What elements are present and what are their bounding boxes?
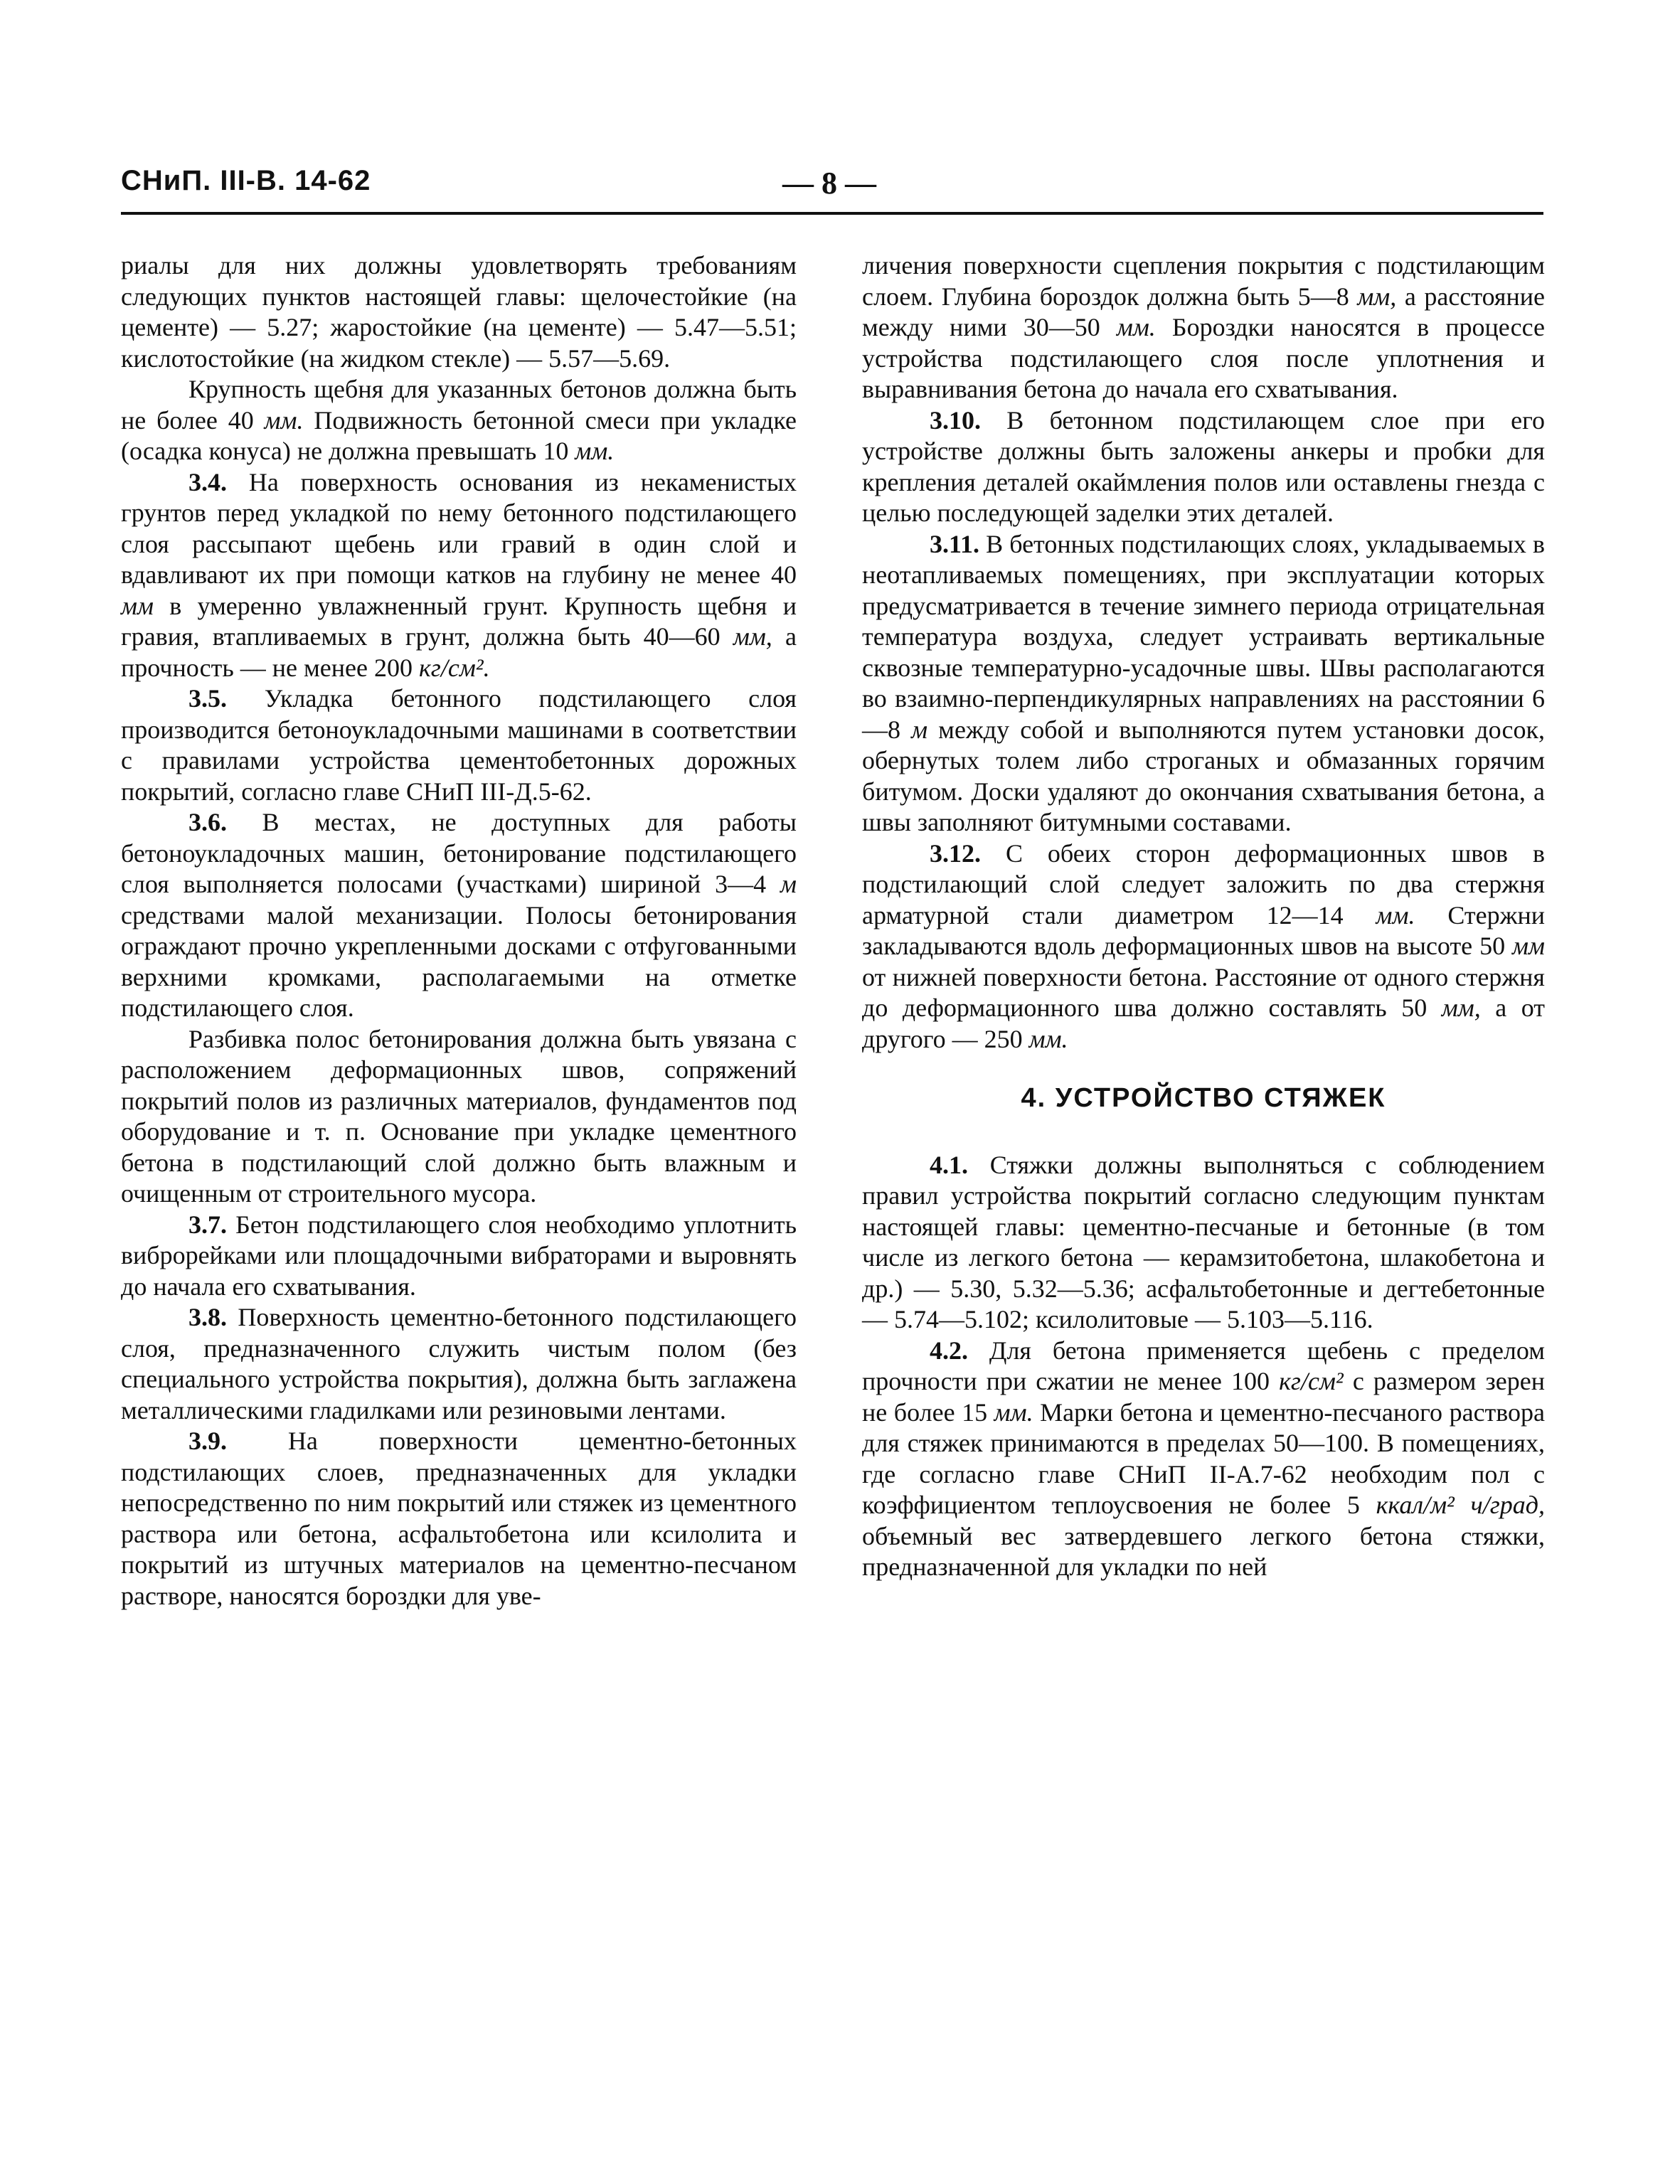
clause-number: 3.4.: [188, 467, 227, 496]
clause-4-1: 4.1. Стяжки должны выполняться с соблюдением правил устройства покрытий согласно следующим пунктам настоящей главы: цементно-песчаные и бетонные (в том числе из легкого бетона — керамзитобетона, шлакобетона и др.) — 5.30, 5.32—5.36; асфальтобетонные и дегтебетонные — 5.74—5.102; ксилолитовые — 5.103—5.116.: [862, 1150, 1545, 1333]
clause-number: 4.2.: [930, 1336, 968, 1365]
section-heading: 4. УСТРОЙСТВО СТЯЖЕК: [1021, 1083, 1386, 1113]
clause-3-6: 3.6. В местах, не доступных для работы бетоноукладочных машин, бетонирование подстилающего слоя выполняется полосами (участками) шириной 3—4 м средствами малой механизации. Полосы бетонирования ограждают прочно укрепленными досками с отфугованными верхними кромками, располагаемыми на отметке подстилающего слоя.: [121, 808, 797, 1022]
clause-number: 3.12.: [930, 838, 981, 868]
paragraph: риалы для них должны удовлетворять требованиям следующих пунктов настоящей главы: щелочестойкие (на цементе) — 5.27; жаростойкие (на цементе) — 5.47—5.51; кислотостойкие (на жидком стекле) — 5.57—5.69.: [121, 251, 797, 373]
clause-3-10: 3.10. В бетонном подстилающем слое при его устройстве должны быть заложены анкеры и пробки для крепления деталей окаймления полов или оставлены гнезда с целью последующей заделки этих деталей.: [862, 405, 1545, 527]
clause-number: 3.11.: [930, 529, 980, 558]
clause-number: 3.9.: [188, 1427, 227, 1455]
clause-3-5: 3.5. Укладка бетонного подстилающего слоя производится бетоноукладочными машинами в соответствии с правилами устройства цементобетонных дорожных покрытий, согласно главе СНиП III-Д.5-62.: [121, 684, 797, 806]
clause-3-4: 3.4. На поверхность основания из некаменистых грунтов перед укладкой по нему бетонного подстилающего слоя рассыпают щебень или гравий в один слой и вдавливают их при помощи катков на глубину не менее 40 мм в умеренно увлажненный грунт. Крупность щебня и гравия, втапливаемых в грунт, должна быть 40—60 мм, а прочность — не менее 200 кг/см².: [121, 467, 797, 682]
clause-number: 3.7.: [188, 1210, 227, 1239]
clause-3-7: 3.7. Бетон подстилающего слоя необходимо уплотнить виброрейками или площадочными вибраторами и выровнять до начала его схватывания.: [121, 1210, 797, 1301]
clause-number: 3.5.: [188, 684, 227, 713]
left-column: [121, 250, 797, 1612]
paragraph: личения поверхности сцепления покрытия с подстилающим слоем. Глубина бороздок должна быть 5—8 мм, а расстояние между ними 30—50 мм. Бороздки наносятся в процессе устройства подстилающего слоя после уплотнения и выравнивания бетона до начала его схватывания.: [862, 251, 1545, 403]
clause-number: 3.8.: [188, 1303, 227, 1331]
page-number: — 8 —: [782, 166, 876, 201]
clause-3-9: 3.9. На поверхности цементно-бетонных подстилающих слоев, предназначенных для укладки непосредственно по ним покрытий или стяжек из цементного раствора или бетона, асфальтобетона или ксилолита и покрытий из штучных материалов на цементно-песчаном растворе, наносятся бороздки для уве-: [121, 1427, 797, 1610]
clause-number: 4.1.: [930, 1150, 968, 1179]
clause-3-12: 3.12. С обеих сторон деформационных швов в подстилающий слой следует заложить по два стержня арматурной стали диаметром 12—14 мм. Стержни закладываются вдоль деформационных швов на высоте 50 мм от нижней поверхности бетона. Расстояние от одного стержня до деформационного шва должно составлять 50 мм, а от другого — 250 мм.: [862, 838, 1545, 1053]
clause-3-11: 3.11. В бетонных подстилающих слоях, укладываемых в неотапливаемых помещениях, при эксплуатации которых предусматривается в течение зимнего периода отрицательная температура воздуха, следует устраивать вертикальные сквозные температурно-усадочные швы. Швы располагаются во взаимно-перпендикулярных направлениях на расстоянии 6—8 м между собой и выполняются путем установки досок, обернутых толем либо строганых и обмазанных горячим битумом. Доски удаляют до окончания схватывания бетона, а швы заполняют битумными составами.: [862, 529, 1545, 836]
clause-3-8: 3.8. Поверхность цементно-бетонного подстилающего слоя, предназначенного служить чистым полом (без специального устройства покрытия), должна быть заглажена металлическими гладилками или резиновыми лентами.: [121, 1303, 797, 1424]
right-column: [862, 250, 1545, 1583]
paragraph: Крупность щебня для указанных бетонов должна быть не более 40 мм. Подвижность бетонной смеси при укладке (осадка конуса) не должна превышать 10 мм.: [121, 375, 797, 465]
clause-number: 3.6.: [188, 808, 227, 836]
clause-number: 3.10.: [930, 405, 981, 435]
page-header: [121, 165, 1543, 208]
document-code: СНиП. III-В. 14-62: [121, 165, 371, 196]
paragraph: Разбивка полос бетонирования должна быть увязана с расположением деформационных швов, сопряжений покрытий полов из различных материалов, фундаментов под оборудование и т. п. Основание при укладке цементного бетона в подстилающий слой должно быть влажным и очищенным от строительного мусора.: [121, 1024, 797, 1208]
header-rule: [121, 212, 1543, 215]
clause-4-2: 4.2. Для бетона применяется щебень с пределом прочности при сжатии не менее 100 кг/см² с размером зерен не более 15 мм. Марки бетона и цементно-песчаного раствора для стяжек принимаются в пределах 50—100. В помещениях, где согласно главе СНиП II-А.7-62 необходим пол с коэффициентом теплоусвоения не более 5 ккал/м² ч/град, объемный вес затвердевшего легкого бетона стяжки, предназначенной для укладки по ней: [862, 1336, 1546, 1581]
